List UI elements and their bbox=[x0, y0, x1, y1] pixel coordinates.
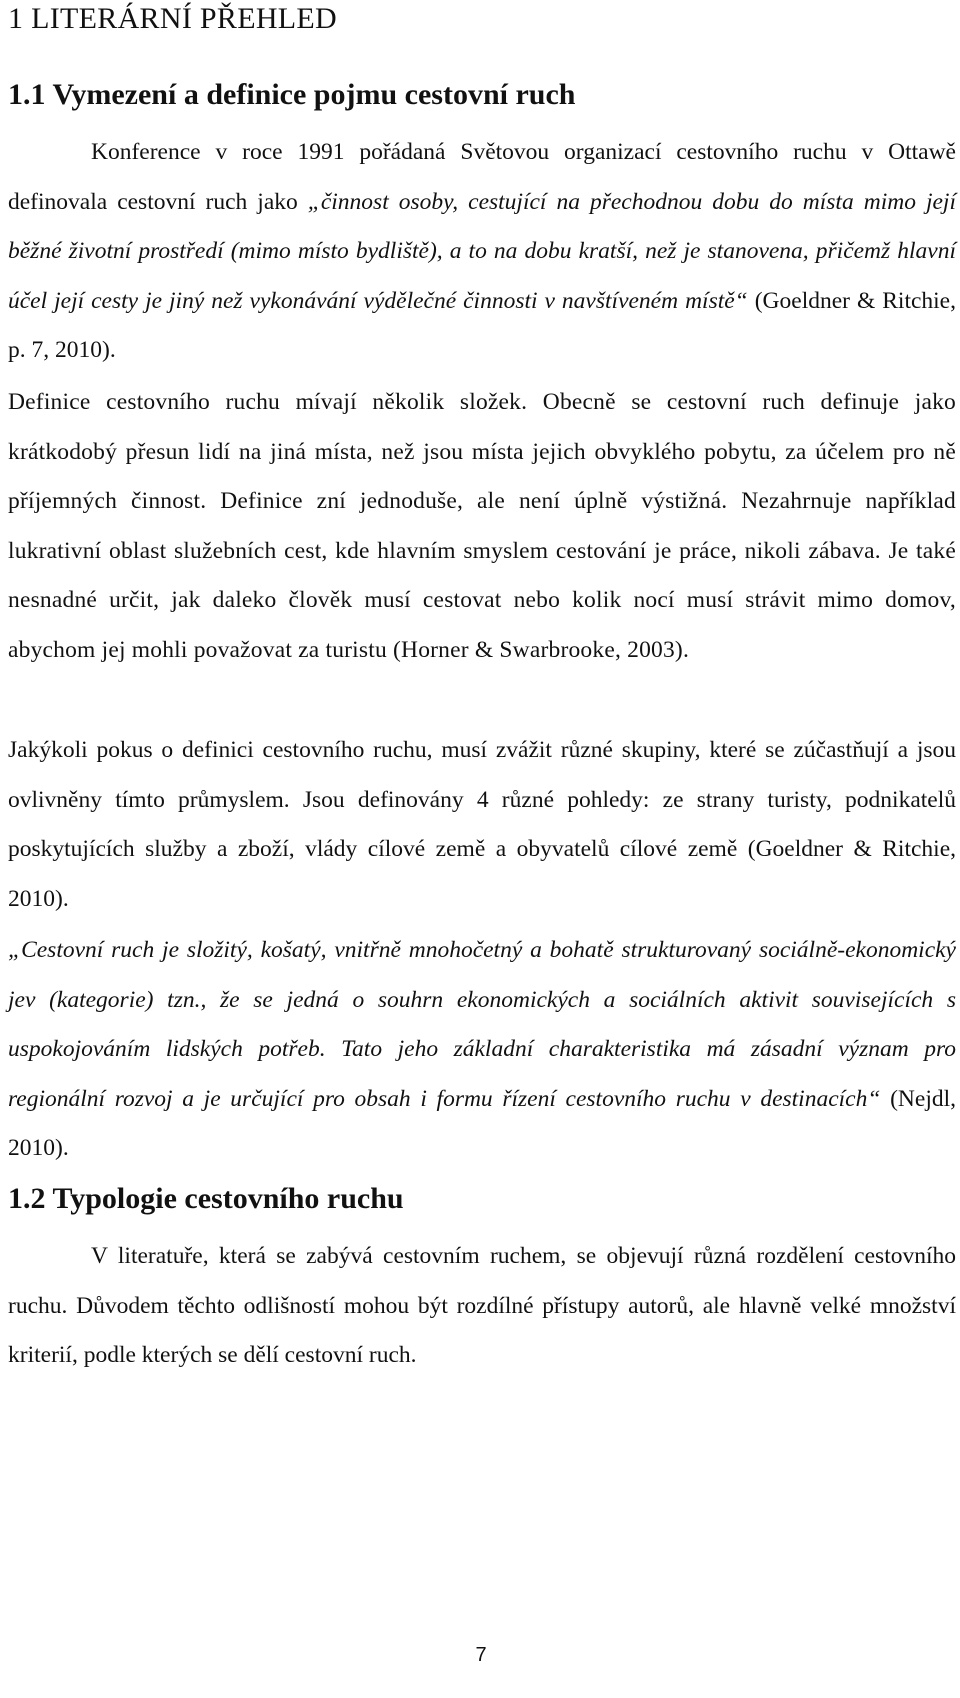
section-heading-1-2: 1.2 Typologie cestovního ruchu bbox=[8, 1182, 404, 1215]
quoted-definition: „Cestovní ruch je složitý, košatý, vnitřně mnohočetný a bohatě strukturovaný sociálně-ekonomický jev (kategorie) tzn., že se jedná o souhrn ekonomických a sociálních aktivit souvisejících s uspokojováním lidských potřeb. Tato jeho základní charakteristika má zásadní význam pro regionální rozvoj a je určující pro obsah i formu řízení cestovního ruchu v destinacích“ bbox=[8, 937, 956, 1112]
page-number: 7 bbox=[475, 1644, 487, 1666]
citation: (Goeldner & Ritchie, p. 7, 2010). bbox=[8, 287, 956, 363]
paragraph-components: Definice cestovního ruchu mívají několik složek. Obecně se cestovní ruch definuje jako krátkodobý přesun lidí na jiná místa, než jsou místa jejich obvyklého pobytu, za účelem pro ně příjemných činnost. Definice zní jednoduše, ale není úplně výstižná. Nezahrnuje například lukrativní oblast služebních cest, kde hlavním smyslem cestování je práce, nikoli zábava. Je také nesnadné určit, jak daleko člověk musí cestovat nebo kolik nocí musí strávit mimo domov, abychom jej mohli považovat za turistu (Horner & Swarbrooke, 2003). bbox=[8, 389, 956, 663]
quoted-definition: „činnost osoby, cestující na přechodnou dobu do místa mimo její běžné životní prostředí (mimo místo bydliště), a to na dobu kratší, než je stanovena, přičemž hlavní účel její cesty je jiný než vykonávání výdělečné činnosti v navštíveném místě“ bbox=[8, 188, 956, 314]
chapter-heading: 1 LITERÁRNÍ PŘEHLED bbox=[8, 2, 338, 35]
paragraph-perspectives: Jakýkoli pokus o definici cestovního ruchu, musí zvážit různé skupiny, které se zúčastňují a jsou ovlivněny tímto průmyslem. Jsou definovány 4 různé pohledy: ze strany turisty, podnikatelů poskytujících služby a zboží, vlády cílové země a obyvatelů cílové země (Goeldner & Ritchie, 2010). bbox=[8, 737, 956, 912]
paragraph-typology: V literatuře, která se zabývá cestovním ruchem, se objevují různá rozdělení cestovního ruchu. Důvodem těchto odlišností mohou být rozdílné přístupy autorů, ale hlavně velké množství kriterií, podle kterých se dělí cestovní ruch. bbox=[8, 1243, 956, 1368]
paragraph-quote-nejdl bbox=[8, 926, 956, 1174]
paragraph-definition bbox=[8, 128, 956, 376]
section-heading-1-1: 1.1 Vymezení a definice pojmu cestovní ruch bbox=[8, 78, 576, 111]
paragraph-text: Konference v roce 1991 pořádaná Světovou organizací cestovního ruchu v Ottawě definovala cestovní ruch jako bbox=[8, 139, 956, 215]
citation: (Nejdl, 2010). bbox=[8, 1085, 957, 1161]
